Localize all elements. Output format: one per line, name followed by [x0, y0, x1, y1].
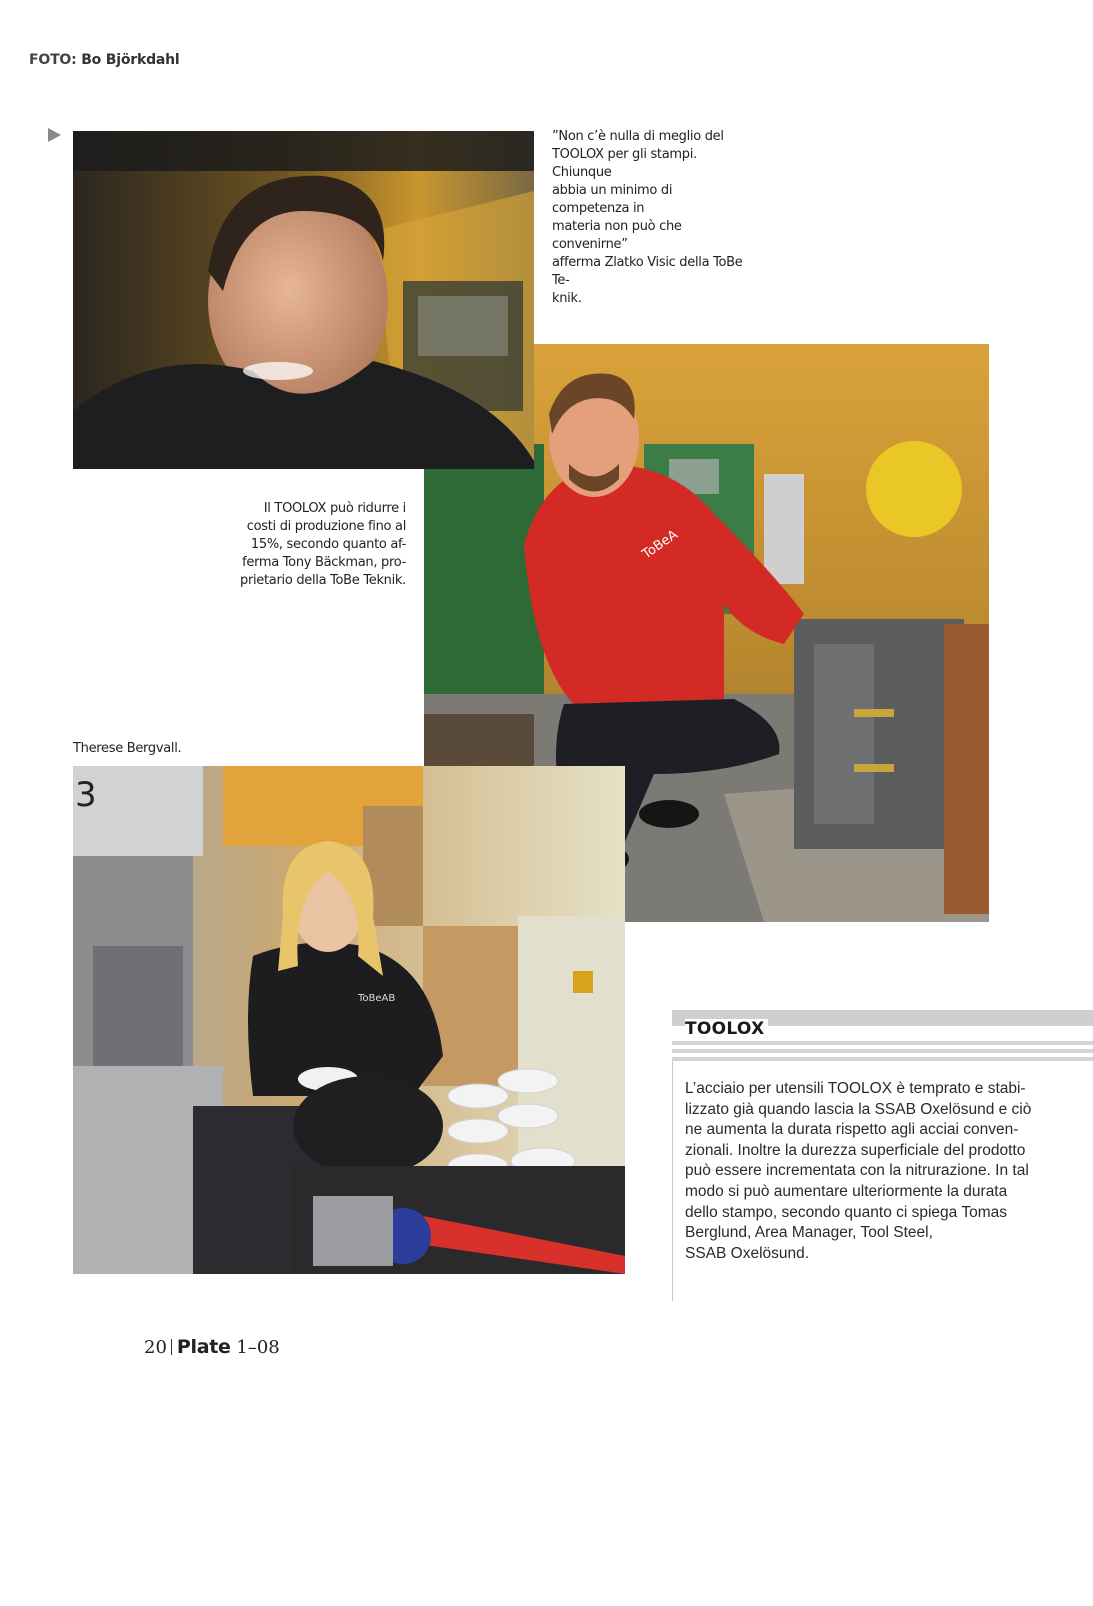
sidebar-body-line: può essere incrementata con la nitrurazione. In tal	[685, 1162, 1029, 1180]
toolox-sidebar	[672, 1019, 1093, 1301]
sidebar-body-line: lizzato già quando lascia la SSAB Oxelösund e ciò	[685, 1100, 1032, 1118]
caption-tony-line: costi di produzione fino al	[246, 519, 406, 534]
photo-therese	[73, 766, 625, 1274]
sidebar-left-rule	[672, 1061, 673, 1301]
sidebar-body	[685, 1079, 1035, 1264]
caption-zlatko-line: afferma Zlatko Visic della ToBe Te-	[552, 255, 743, 288]
sidebar-body-line: ne aumenta la durata rispetto agli acciai conven-	[685, 1121, 1019, 1139]
caption-zlatko-line: knik.	[552, 291, 582, 306]
credit-label: FOTO:	[29, 52, 77, 68]
machine-number-label: 3	[75, 775, 97, 815]
sidebar-body-line: SSAB Oxelösund.	[685, 1244, 810, 1262]
therese-shirt-text: ToBeAB	[358, 993, 396, 1004]
caption-tony-line: prietario della ToBe Teknik.	[240, 573, 406, 588]
footer-divider	[171, 1339, 172, 1355]
page-footer	[144, 1336, 280, 1358]
play-arrow-icon	[48, 128, 61, 142]
sidebar-title: TOOLOX	[685, 1019, 768, 1039]
caption-zlatko-line: TOOLOX per gli stampi. Chiunque	[552, 147, 697, 180]
page-number: 20	[144, 1337, 167, 1358]
photo-zlatko	[73, 131, 534, 469]
sidebar-stripe	[672, 1049, 1093, 1053]
sidebar-body-line: modo si può aumentare ulteriormente la durata	[685, 1182, 1008, 1200]
caption-tony	[236, 500, 406, 590]
caption-zlatko-line: abbia un minimo di competenza in	[552, 183, 673, 216]
tony-shirt-text: ToBeA	[639, 527, 681, 563]
credit-name: Bo Björkdahl	[81, 52, 180, 68]
sidebar-stripe	[672, 1057, 1093, 1061]
caption-tony-line: ferma Tony Bäckman, pro-	[242, 555, 406, 570]
sidebar-body-line: Berglund, Area Manager, Tool Steel,	[685, 1224, 933, 1242]
caption-zlatko	[552, 128, 752, 308]
caption-zlatko-line: materia non può che convenirne”	[552, 219, 682, 252]
sidebar-stripe	[672, 1041, 1093, 1045]
magazine-name: Plate	[176, 1336, 231, 1358]
caption-tony-line: 15%, secondo quanto af-	[250, 537, 406, 552]
caption-therese: Therese Bergvall.	[73, 741, 182, 756]
sidebar-body-line: dello stampo, secondo quanto ci spiega Tomas	[685, 1203, 1007, 1221]
sidebar-body-line: zionali. Inoltre la durezza superficiale del prodotto	[685, 1141, 1026, 1159]
photo-credit	[29, 52, 180, 68]
issue-number: 1–08	[236, 1337, 280, 1358]
caption-tony-line: Il TOOLOX può ridurre i	[263, 501, 406, 516]
caption-zlatko-line: ”Non c’è nulla di meglio del	[552, 129, 724, 144]
sidebar-body-line: L’acciaio per utensili TOOLOX è temprato e stabi-	[685, 1080, 1026, 1097]
